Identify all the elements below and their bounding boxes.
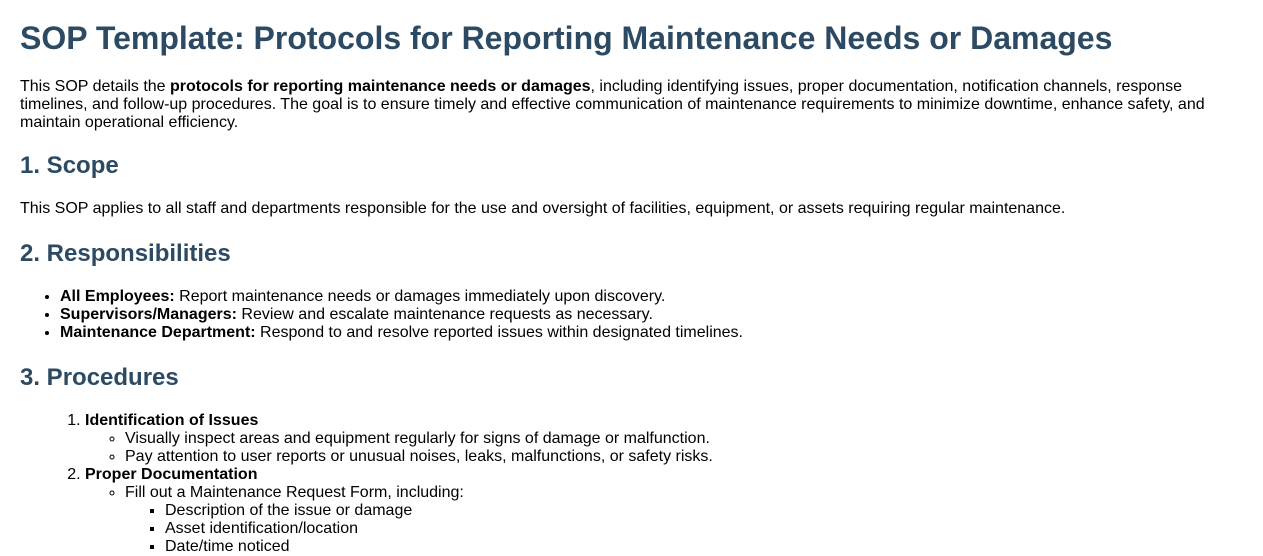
- responsibility-text: Respond to and resolve reported issues within designated timelines.: [255, 324, 743, 341]
- procedure-step-title: Identification of Issues: [85, 412, 259, 429]
- procedure-step-title: Proper Documentation: [85, 466, 258, 483]
- responsibility-text: Report maintenance needs or damages immediately upon discovery.: [174, 288, 666, 305]
- intro-paragraph: [20, 78, 1220, 132]
- list-item: ▪ Date/time noticed: [165, 538, 1243, 556]
- list-item: ◦ Visually inspect areas and equipment regularly for signs of damage or malfunction.: [125, 430, 1243, 448]
- list-item: ▪ Description of the issue or damage: [165, 502, 1243, 520]
- intro-text-bold: protocols for reporting maintenance needs or damages: [170, 78, 591, 95]
- responsibility-item-supervisors: [60, 306, 1243, 324]
- responsibilities-list: [20, 288, 1243, 342]
- procedure-step-documentation: [85, 466, 1243, 556]
- scope-heading: 1. Scope: [20, 152, 119, 179]
- responsibility-item-maintenance: [60, 324, 1243, 342]
- responsibility-text: Review and escalate maintenance requests as necessary.: [236, 306, 653, 323]
- procedure-substeps: [85, 430, 1243, 466]
- procedure-step-identification: [85, 412, 1243, 466]
- form-fields-list: [125, 502, 1243, 556]
- page-title: SOP Template: Protocols for Reporting Maintenance Needs or Damages: [20, 20, 1113, 56]
- responsibility-item-all-employees: [60, 288, 1243, 306]
- list-item: [125, 484, 1243, 556]
- responsibility-role: All Employees:: [60, 288, 175, 305]
- intro-text-before: This SOP details the: [20, 78, 170, 95]
- responsibility-role: Maintenance Department:: [60, 324, 256, 341]
- responsibility-role: Supervisors/Managers:: [60, 306, 237, 323]
- procedure-substeps: [85, 484, 1243, 556]
- list-item: ▪ Asset identification/location: [165, 520, 1243, 538]
- scope-text: This SOP applies to all staff and departments responsible for the use and oversight of facilities, equipment, or assets requiring regular maintenance.: [20, 200, 1066, 217]
- procedures-heading: 3. Procedures: [20, 364, 179, 391]
- list-item-text: Fill out a Maintenance Request Form, including:: [125, 484, 464, 501]
- intro-text-after: , including identifying issues, proper documentation, notification channels, response timelines, and follow-up procedures. The goal is to ensure timely and effective communication of maintenance requirements to minimize downtime, enhance safety, and maintain operational efficiency.: [20, 78, 1205, 131]
- list-item: ◦ Pay attention to user reports or unusual noises, leaks, malfunctions, or safety risks.: [125, 448, 1243, 466]
- procedures-list: [20, 412, 1243, 556]
- responsibilities-heading: 2. Responsibilities: [20, 240, 231, 267]
